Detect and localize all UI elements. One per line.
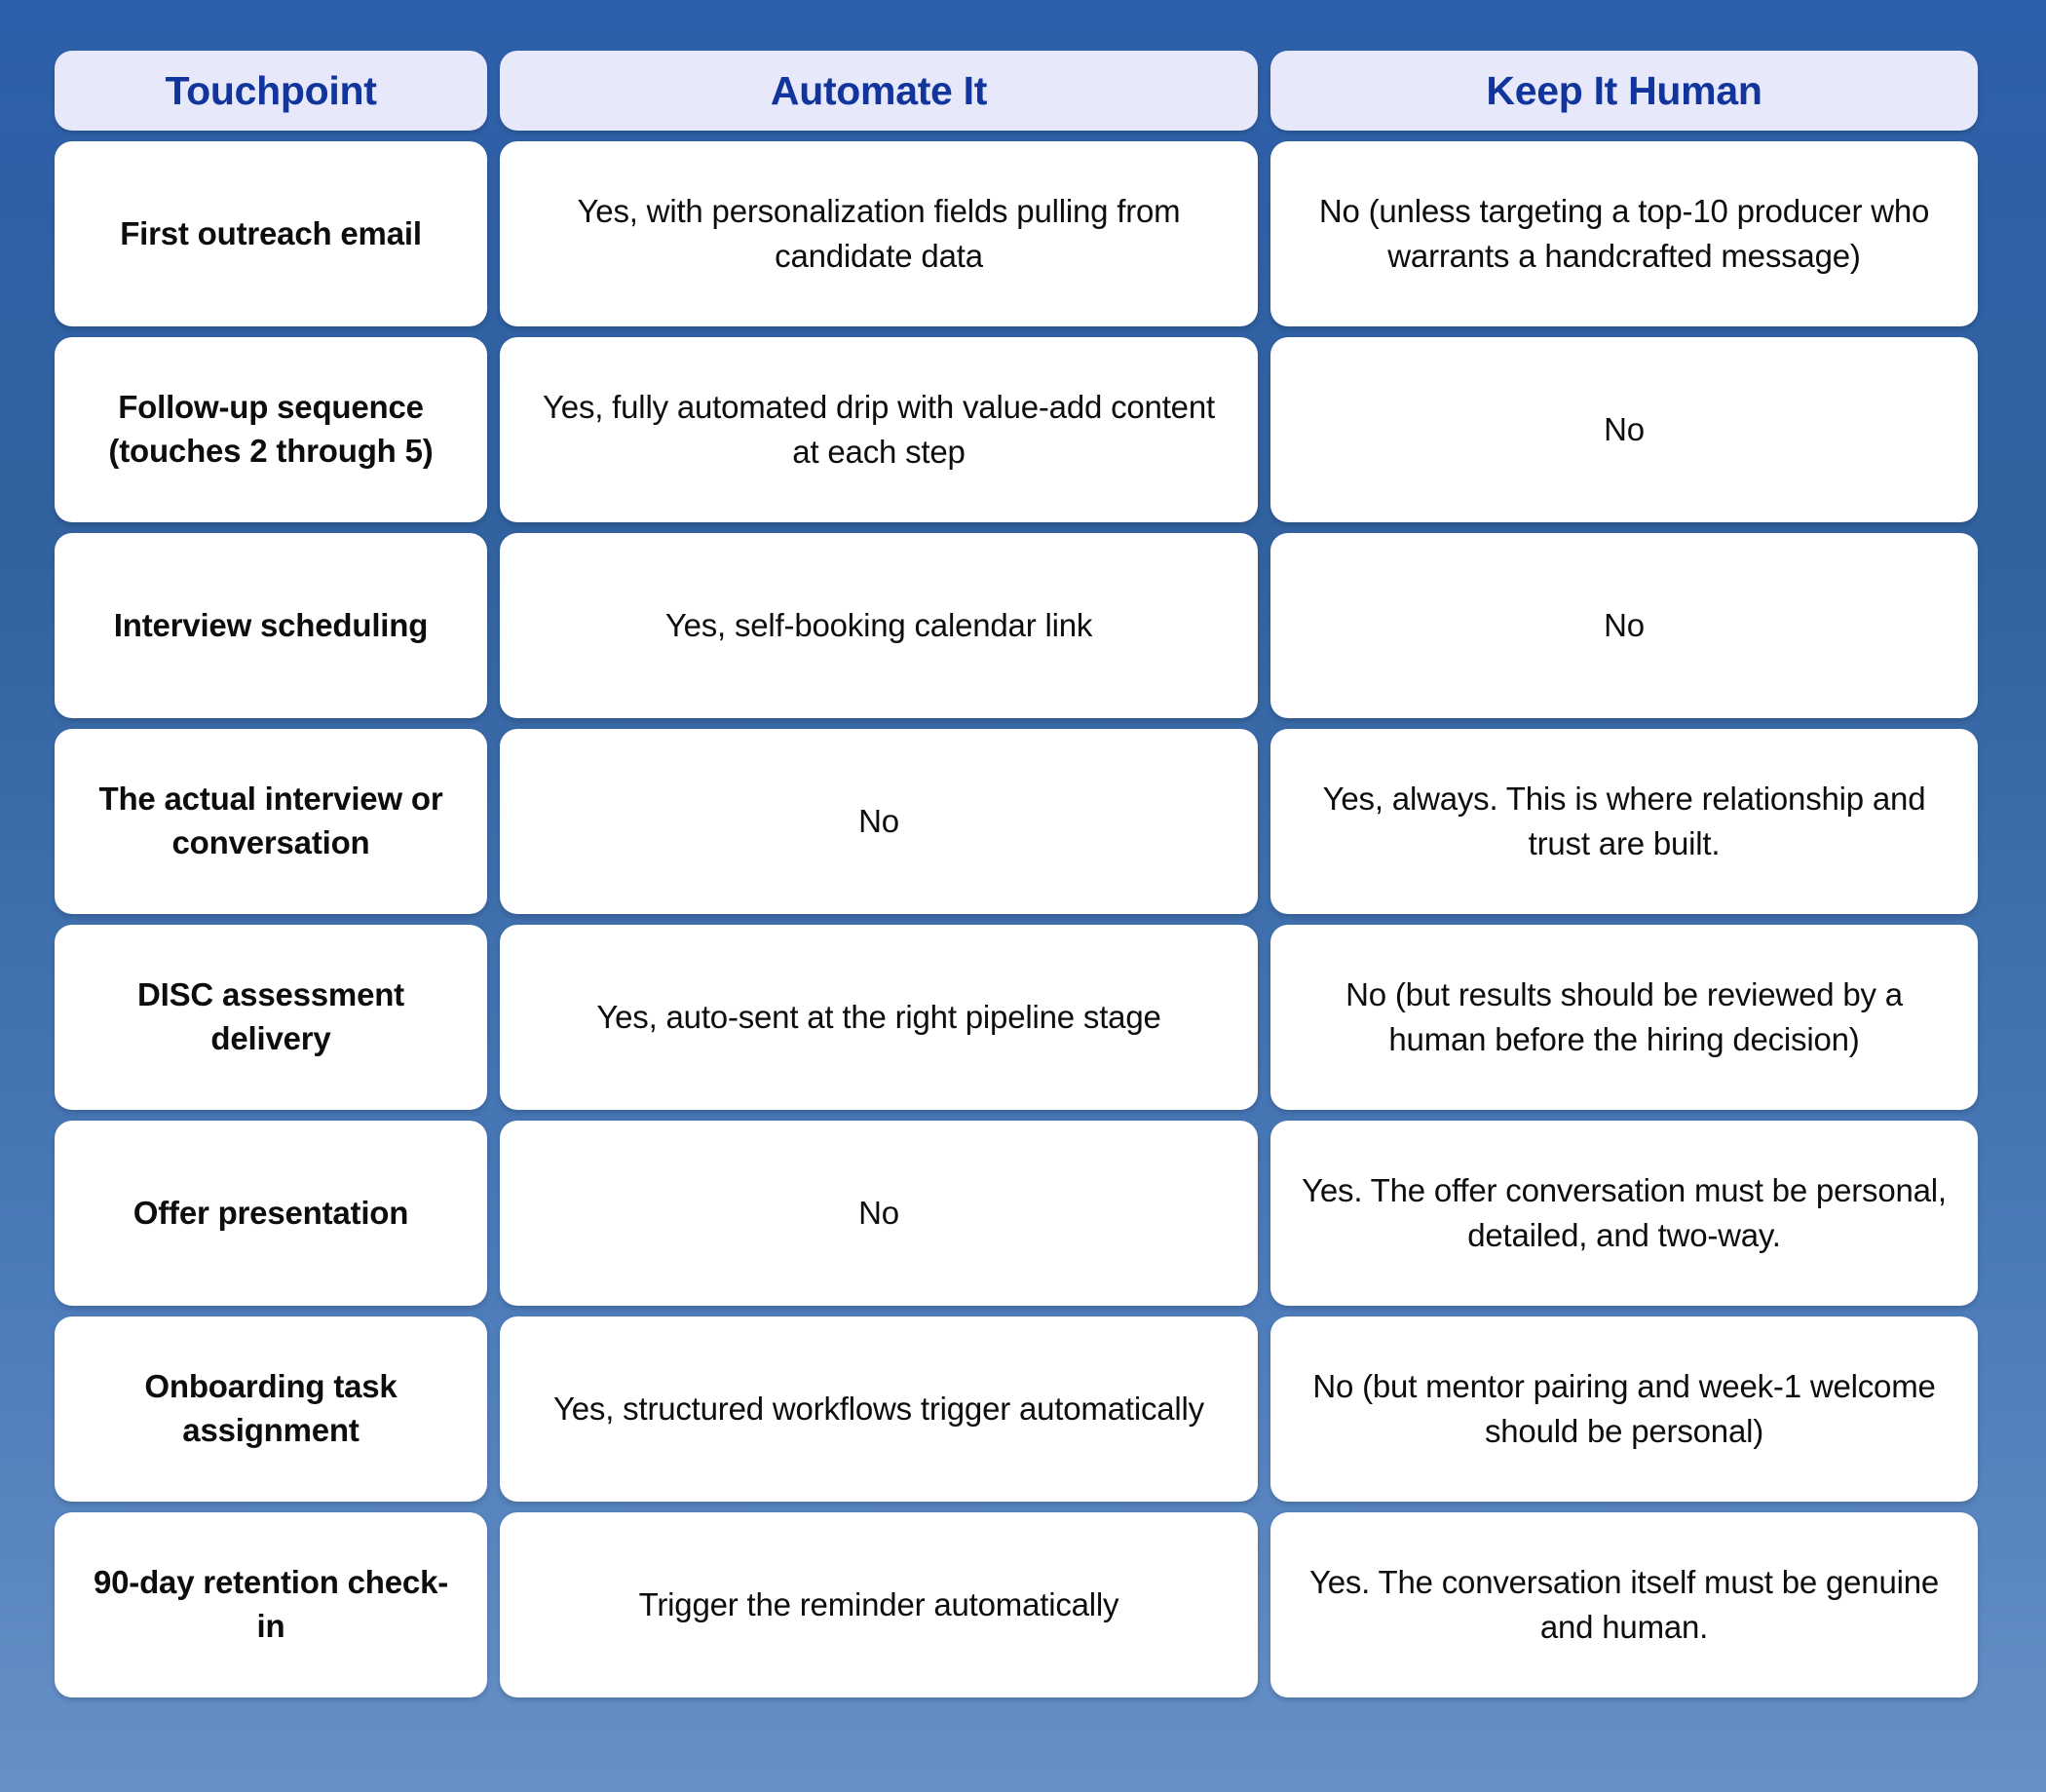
automate-value: Yes, self-booking calendar link: [664, 607, 1093, 644]
table-cell-human: [1270, 1316, 1978, 1502]
human-value: Yes. The conversation itself must be genuine and human.: [1308, 1564, 1940, 1645]
table-row: [55, 337, 487, 522]
table-cell-automate: [500, 533, 1258, 718]
automate-value: Trigger the reminder automatically: [638, 1586, 1119, 1623]
table-cell-human: [1270, 925, 1978, 1110]
table-row: [55, 1121, 487, 1306]
human-value: No (but results should be reviewed by a human before the hiring decision): [1345, 976, 1903, 1057]
table-cell-human: [1270, 1121, 1978, 1306]
automate-value: Yes, auto-sent at the right pipeline stage: [596, 999, 1161, 1036]
automate-value: Yes, with personalization fields pulling from candidate data: [577, 193, 1181, 274]
table-cell-human: [1270, 1512, 1978, 1697]
automate-value: Yes, fully automated drip with value-add content at each step: [543, 389, 1215, 470]
touchpoint-label: The actual interview or conversation: [98, 781, 443, 860]
table-cell-human: [1270, 141, 1978, 326]
automate-value: No: [858, 803, 899, 840]
touchpoint-label: 90-day retention check-in: [93, 1564, 449, 1644]
table-row: [55, 729, 487, 914]
touchpoint-label: DISC assessment delivery: [137, 976, 404, 1056]
table-row: [55, 925, 487, 1110]
human-value: Yes. The offer conversation must be personal, detailed, and two-way.: [1302, 1172, 1947, 1253]
touchpoint-label: Follow-up sequence (touches 2 through 5): [108, 389, 434, 469]
table-cell-automate: [500, 1316, 1258, 1502]
human-value: Yes, always. This is where relationship and trust are built.: [1322, 781, 1926, 861]
table-cell-automate: [500, 925, 1258, 1110]
human-value: No: [1604, 411, 1645, 448]
column-header-human-label: Keep It Human: [1486, 67, 1762, 113]
touchpoint-label: Offer presentation: [133, 1194, 409, 1231]
automate-value: Yes, structured workflows trigger automatically: [553, 1391, 1204, 1428]
human-value: No: [1604, 607, 1645, 644]
table-cell-human: [1270, 533, 1978, 718]
column-header-human: [1270, 51, 1978, 131]
touchpoint-label: First outreach email: [120, 214, 422, 251]
column-header-automate: [500, 51, 1258, 131]
column-header-automate-label: Automate It: [770, 67, 988, 113]
table-row: [55, 1316, 487, 1502]
column-header-touchpoint-label: Touchpoint: [165, 67, 377, 113]
table-row: [55, 1512, 487, 1697]
table-cell-automate: [500, 1121, 1258, 1306]
comparison-table: [55, 51, 1991, 1697]
table-cell-automate: [500, 141, 1258, 326]
table-cell-human: [1270, 729, 1978, 914]
table-cell-automate: [500, 729, 1258, 914]
table-cell-human: [1270, 337, 1978, 522]
table-row: [55, 533, 487, 718]
touchpoint-label: Interview scheduling: [113, 606, 429, 643]
touchpoint-label: Onboarding task assignment: [144, 1368, 398, 1448]
table-cell-automate: [500, 1512, 1258, 1697]
table-cell-automate: [500, 337, 1258, 522]
table-row: [55, 141, 487, 326]
human-value: No (unless targeting a top-10 producer who warrants a handcrafted message): [1318, 193, 1930, 274]
human-value: No (but mentor pairing and week-1 welcome should be personal): [1312, 1368, 1936, 1449]
column-header-touchpoint: [55, 51, 487, 131]
automate-value: No: [858, 1195, 899, 1232]
